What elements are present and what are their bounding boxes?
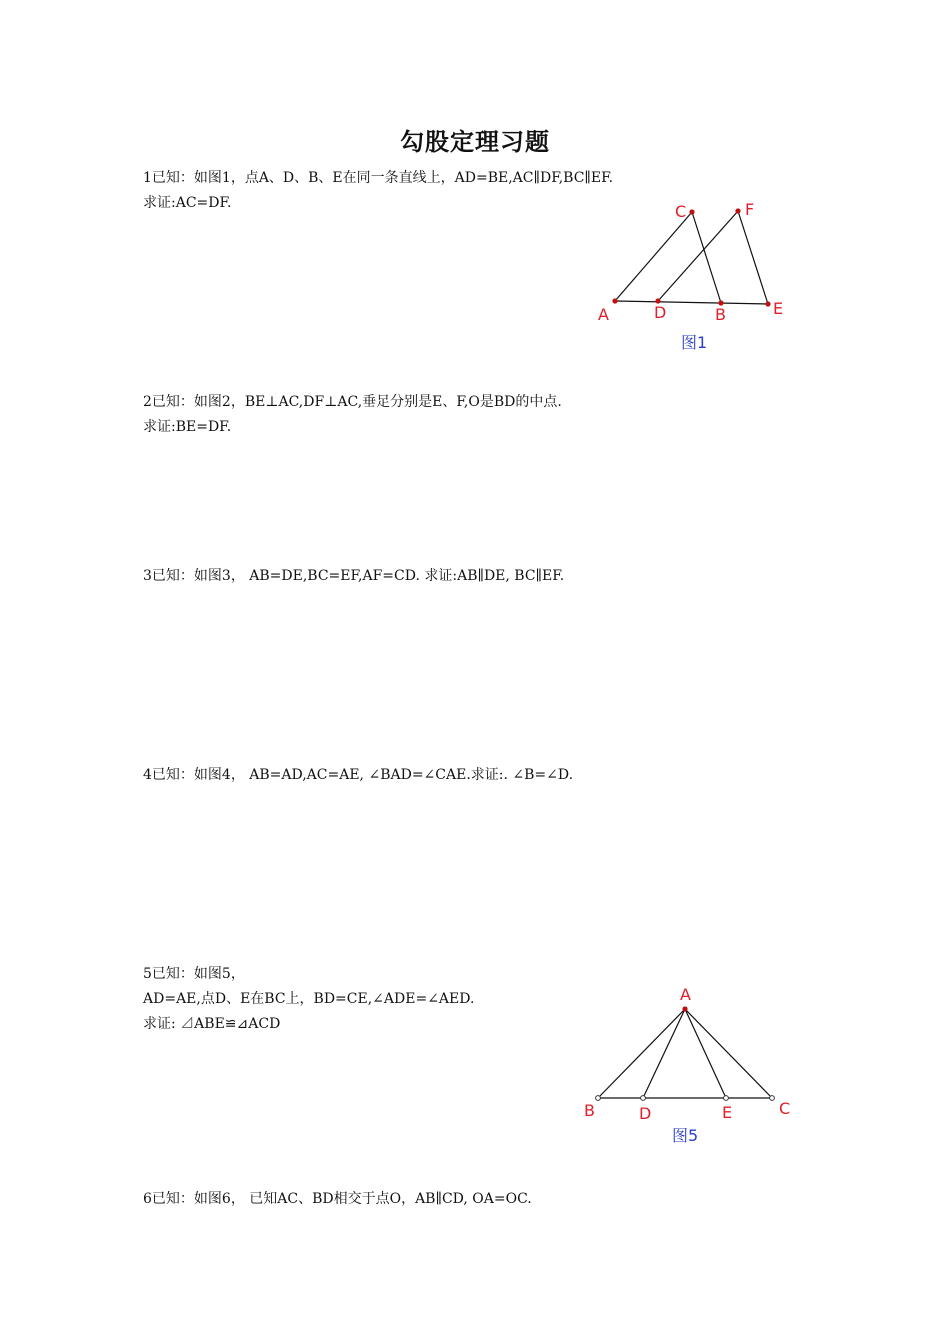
label-e: E [773, 299, 784, 318]
problem-1-line-1: 1已知：如图1，点A、D、B、E在同一条直线上，AD=BE,AC∥DF,BC∥EF. [143, 170, 614, 186]
problem-1-line-2: 求证:AC=DF. [143, 195, 232, 211]
point-e [765, 301, 770, 306]
segment-ac [615, 212, 692, 301]
segment-fe [738, 211, 768, 304]
point-c [770, 1096, 775, 1101]
figure-1-caption: 图1 [681, 333, 708, 352]
figure-5-caption: 图5 [672, 1126, 699, 1145]
point-f [735, 208, 740, 213]
problem-2-line-2: 求证:BE=DF. [143, 419, 232, 435]
point-e [724, 1096, 729, 1101]
problem-5-line-2: AD=AE,点D、E在BC上，BD=CE,∠ADE=∠AED. [143, 991, 475, 1007]
point-a [682, 1006, 687, 1011]
label-c: C [779, 1099, 791, 1118]
figure-1 [590, 195, 800, 360]
problem-5-line-3: 求证: ⊿ABE≌⊿ACD [143, 1016, 281, 1032]
problem-4-line-1: 4已知：如图4， AB=AD,AC=AE, ∠BAD=∠CAE.求证:. ∠B=∠D. [143, 767, 574, 783]
label-b: B [584, 1101, 595, 1120]
figure-5 [575, 980, 810, 1150]
point-d [641, 1096, 646, 1101]
label-d: D [654, 303, 667, 322]
point-a [612, 298, 617, 303]
problem-3-line-1: 3已知：如图3， AB=DE,BC=EF,AF=CD. 求证:AB∥DE, BC∥EF. [143, 568, 565, 584]
segment-ab [598, 1009, 685, 1098]
segment-ad [643, 1009, 685, 1098]
problem-2-line-1: 2已知：如图2，BE⊥AC,DF⊥AC,垂足分别是E、F,O是BD的中点. [143, 394, 562, 410]
point-c [689, 209, 694, 214]
point-b [596, 1096, 601, 1101]
label-c: C [675, 202, 687, 221]
segment-ae [615, 301, 768, 304]
segment-ae [685, 1009, 726, 1098]
label-f: F [745, 200, 755, 219]
label-a: A [598, 305, 609, 324]
problem-5-line-1: 5已知：如图5， [143, 966, 245, 982]
label-b: B [715, 305, 726, 324]
segment-ac [685, 1009, 772, 1098]
label-e: E [722, 1103, 733, 1122]
label-a: A [680, 985, 691, 1004]
problem-6-line-1: 6已知：如图6， 已知AC、BD相交于点O，AB∥CD, OA=OC. [143, 1191, 532, 1207]
label-d: D [639, 1104, 652, 1123]
segment-df [658, 211, 738, 301]
page-title: 勾股定理习题 [400, 128, 550, 156]
